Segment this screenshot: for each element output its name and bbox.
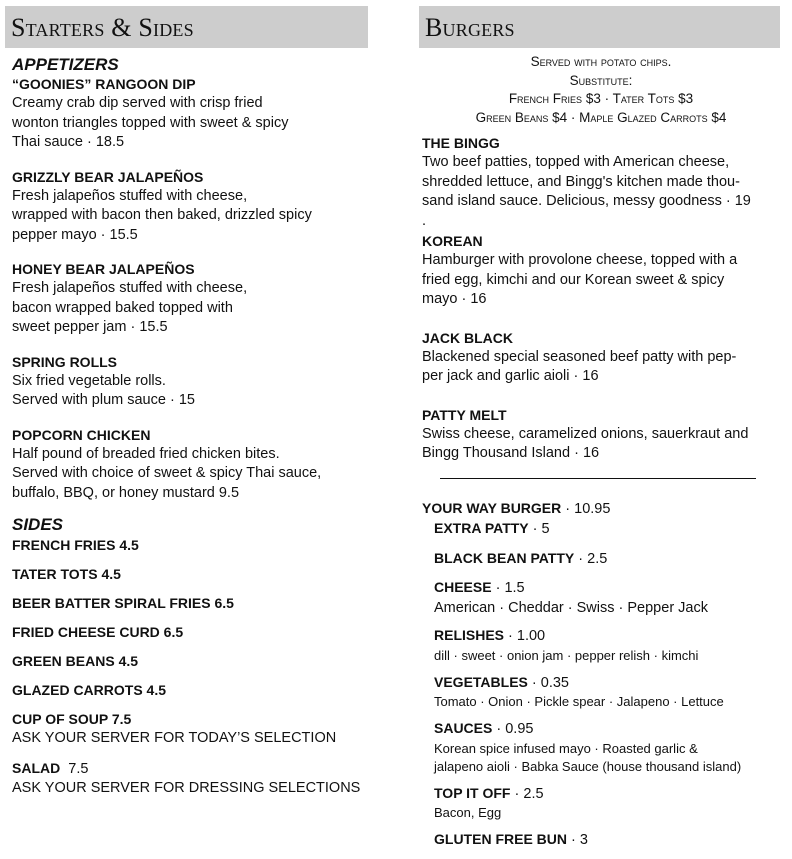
side-item: GLAZED CARROTS 4.5 [12,682,167,698]
topping-price: · 1.5 [495,580,525,596]
menu-item [12,168,368,246]
menu-item [422,134,780,231]
item-price: · 10.95 [565,500,611,517]
topping-name: CHEESE [434,579,492,595]
topping-price: · 2.5 [514,785,544,802]
topping-name: GLUTEN FREE BUN [434,831,567,847]
topping-price: · 0.35 [531,674,569,691]
topping-price: · 5 [532,521,550,537]
burgers-header: Burgers [419,6,780,48]
topping-item [434,719,780,776]
topping-options: Tomato · Onion · Pickle spear · Jalapeno · Lettuce [434,694,724,709]
item-description: Swiss cheese, caramelized onions, sauerkraut and Bingg Thousand Island · 16 [422,425,749,461]
side-item: GREEN BEANS 4.5 [12,653,139,669]
side-item: BEER BATTER SPIRAL FRIES 6.5 [12,595,234,611]
topping-item [434,578,780,618]
side-item-note: ASK YOUR SERVER FOR DRESSING SELECTIONS [12,780,361,796]
topping-item [434,784,780,823]
item-name: SPRING ROLLS [12,353,118,370]
served-line: Served with potato chips. [530,54,672,69]
topping-name: VEGETABLES [434,673,528,690]
menu-item [12,260,368,338]
topping-name: BLACK BEAN PATTY [434,549,575,566]
item-description: Fresh jalapeños stuffed with cheese, bacon wrapped baked topped with sweet pepper jam · 15.5 [12,280,248,335]
menu-item [12,353,368,411]
topping-item [434,830,780,851]
appetizers-title: APPETIZERS [12,55,119,74]
topping-name: SAUCES [434,720,493,736]
topping-item [434,673,780,712]
topping-options: Korean spice infused mayo · Roasted garlic & jalapeno aioli · Babka Sauce (house thousand island) [434,740,742,774]
menu-item [422,406,780,464]
item-name: GRIZZLY BEAR JALAPEÑOS [12,168,204,185]
starters-sides-header: Starters & Sides [5,6,368,48]
section-divider [440,469,756,479]
item-name: YOUR WAY BURGER [422,499,562,516]
sides-title: SIDES [12,515,64,534]
starters-sides-column [5,6,368,799]
side-item: TATER TOTS 4.5 [12,566,121,582]
served-line: Substitute: [569,72,633,88]
item-name: SALAD [12,759,61,776]
topping-options: dill · sweet · onion jam · pepper relish · kimchi [434,647,699,663]
menu-item [422,329,780,387]
topping-options: American · Cheddar · Swiss · Pepper Jack [434,599,708,616]
item-description: Two beef patties, topped with American cheese, shredded lettuce, and Bingg's kitchen made thou- sand island sauce. Delicious, messy goodness · 19 . [422,154,751,229]
menu-item [12,426,368,504]
item-name: JACK BLACK [422,329,513,346]
topping-price: · 1.00 [508,628,546,644]
item-name: PATTY MELT [422,406,507,423]
topping-item [434,519,780,540]
served-with-note [422,53,780,127]
side-item: FRENCH FRIES 4.5 [12,537,139,553]
item-description: Six fried vegetable rolls. Served with plum sauce · 15 [12,372,195,408]
topping-name: RELISHES [434,627,505,643]
item-price: 7.5 [68,760,89,777]
menu-item [12,75,368,153]
item-description: Fresh jalapeños stuffed with cheese, wrapped with bacon then baked, drizzled spicy pepper mayo · 15.5 [12,187,312,243]
menu-item [422,232,780,310]
topping-name: TOP IT OFF [434,784,511,801]
item-name: POPCORN CHICKEN [12,426,151,443]
burgers-column [419,6,780,851]
item-description: Hamburger with provolone cheese, topped with a fried egg, kimchi and our Korean sweet & spicy mayo · 16 [422,252,738,307]
served-line: French Fries $3 · Tater Tots $3 [508,91,694,106]
item-description: Creamy crab dip served with crisp fried wonton triangles topped with sweet & spicy Thai sauce · 18.5 [12,95,289,150]
side-item: FRIED CHEESE CURD 6.5 [12,624,184,640]
topping-name: EXTRA PATTY [434,520,529,536]
item-description: Blackened special seasoned beef patty with pep- per jack and garlic aioli · 16 [422,348,737,384]
topping-options: Bacon, Egg [434,805,502,820]
side-item-note: ASK YOUR SERVER FOR TODAY’S SELECTION [12,730,337,746]
item-description: Half pound of breaded fried chicken bites. Served with choice of sweet & spicy Thai sauce, buffalo, BBQ, or honey mustard 9.5 [12,445,322,501]
item-name: HONEY BEAR JALAPEÑOS [12,261,195,277]
topping-price: · 3 [571,832,588,848]
topping-item [434,549,780,570]
topping-price: · 2.5 [578,550,608,567]
topping-price: · 0.95 [496,721,534,737]
your-way-burger [422,499,780,520]
item-name: THE BINGG [422,135,500,151]
item-name: “GOONIES” RANGOON DIP [12,76,196,92]
topping-item [434,626,780,665]
served-line: Green Beans $4 · Maple Glazed Carrots $4 [475,109,727,125]
side-item: CUP OF SOUP 7.5 [12,711,132,727]
item-name: KOREAN [422,233,483,249]
side-item [12,759,368,780]
